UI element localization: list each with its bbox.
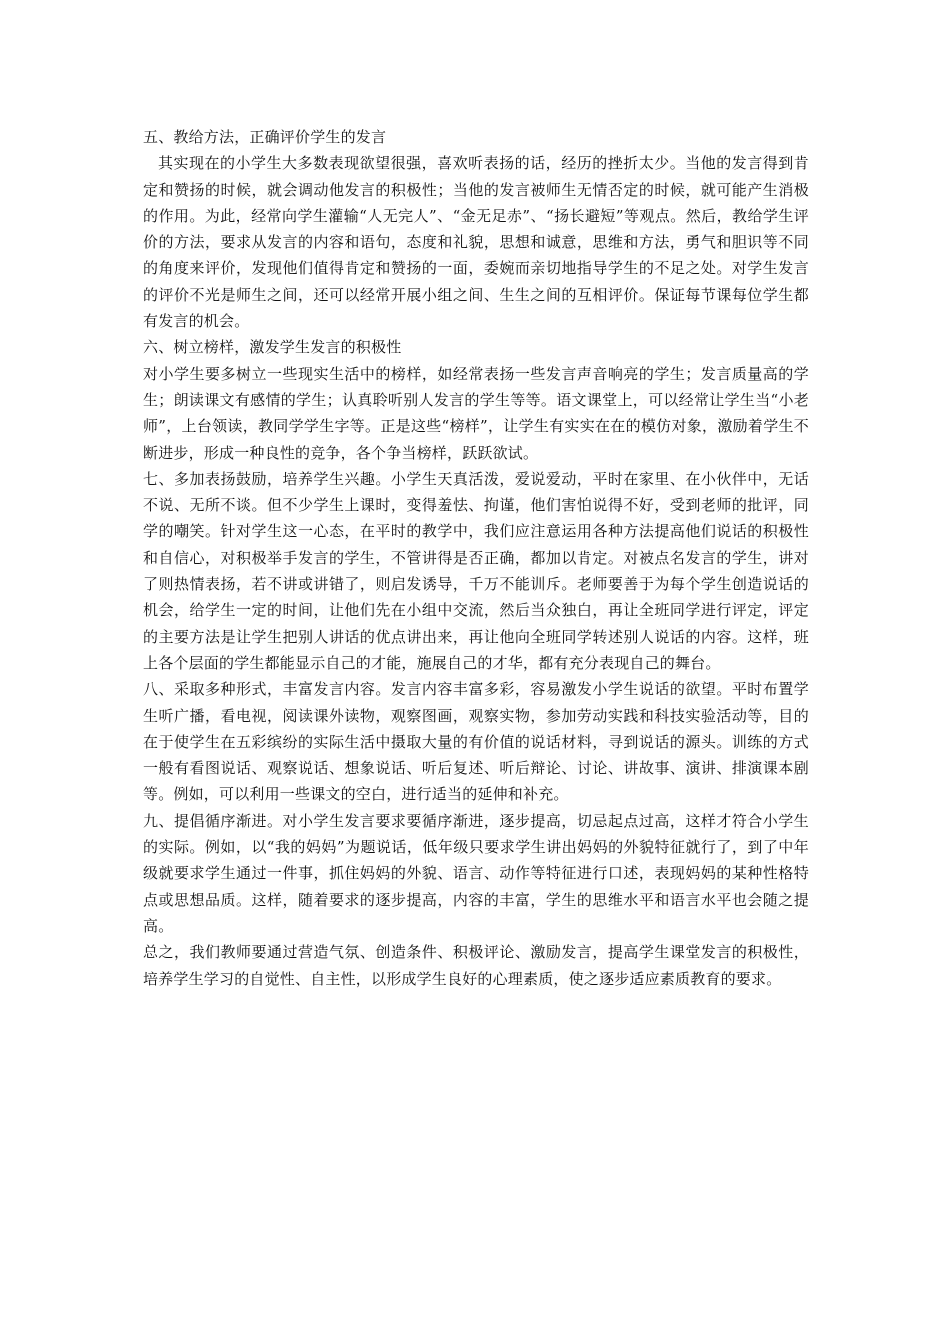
section9-paragraph: 九、提倡循序渐进。对小学生发言要求要循序渐进，逐步提高，切忌起点过高，这样才符合小学生的实际。例如，以“我的妈妈”为题说话，低年级只要求学生讲出妈妈的外貌特征就行了，到了中年级就要求学生通过一件事，抓住妈妈的外貌、语言、动作等特征进行口述，表现妈妈的某种性格特点或思想品质。这样，随着要求的逐步提高，内容的丰富，学生的思维水平和语言水平也会随之提高。 [143,811,809,935]
conclusion-paragraph: 总之，我们教师要通过营造气氛、创造条件、积极评论、激励发言，提高学生课堂发言的积极性，培养学生学习的自觉性、自主性，以形成学生良好的心理素质，使之逐步适应素质教育的要求。 [143,943,809,988]
section8-paragraph: 八、采取多种形式，丰富发言内容。发言内容丰富多彩，容易激发小学生说话的欲望。平时布置学生听广播，看电视，阅读课外读物，观察图画，观察实物，参加劳动实践和科技实验活动等，目的在于使学生在五彩缤纷的实际生活中摄取大量的有价值的说话材料，寻到说话的源头。训练的方式一般有看图说话、观察说话、想象说话、听后复述、听后辩论、讨论、讲故事、演讲、排演课本剧等。例如，可以利用一些课文的空白，进行适当的延伸和补充。 [143,680,809,804]
section5-heading: 五、教给方法，正确评价学生的发言 [143,128,387,146]
section5-paragraph: 其实现在的小学生大多数表现欲望很强，喜欢听表扬的话，经历的挫折太少。当他的发言得到肯定和赞扬的时候，就会调动他发言的积极性；当他的发言被师生无情否定的时候，就可能产生消极的作用。为此，经常向学生灌输“人无完人”、“金无足赤”、“扬长避短”等观点。然后，教给学生评价的方法，要求从发言的内容和语句，态度和礼貌，思想和诚意，思维和方法，勇气和胆识等不同的角度来评价，发现他们值得肯定和赞扬的一面，委婉而亲切地指导学生的不足之处。对学生发言的评价不光是师生之间，还可以经常开展小组之间、生生之间的互相评价。保证每节课每位学生都有发言的机会。 [143,154,809,331]
document-page [143,124,809,992]
section7-paragraph: 七、多加表扬鼓励，培养学生兴趣。小学生天真活泼，爱说爱动，平时在家里、在小伙伴中，无话不说、无所不谈。但不少学生上课时，变得羞怯、拘谨，他们害怕说得不好，受到老师的批评，同学的嘲笑。针对学生这一心态，在平时的教学中，我们应注意运用各种方法提高他们说话的积极性和自信心，对积极举手发言的学生，不管讲得是否正确，都加以肯定。对被点名发言的学生，讲对了则热情表扬，若不讲或讲错了，则启发诱导，千万不能训斥。老师要善于为每个学生创造说话的机会，给学生一定的时间，让他们先在小组中交流，然后当众独白，再让全班同学进行评定，评定的主要方法是让学生把别人讲话的优点讲出来，再让他向全班同学转述别人说话的内容。这样，班上各个层面的学生都能显示自己的才能，施展自己的才华，都有充分表现自己的舞台。 [143,469,809,672]
section6-heading: 六、树立榜样，激发学生发言的积极性 [143,338,402,357]
section6-paragraph: 对小学生要多树立一些现实生活中的榜样，如经常表扬一些发言声音响亮的学生；发言质量高的学生；朗读课文有感情的学生；认真聆听别人发言的学生等等。语文课堂上，可以经常让学生当“小老师”，上台领读，教同学学生字等。正是这些“榜样”，让学生有实实在在的模仿对象，激励着学生不断进步，形成一种良性的竞争，各个争当榜样，跃跃欲试。 [143,364,809,462]
